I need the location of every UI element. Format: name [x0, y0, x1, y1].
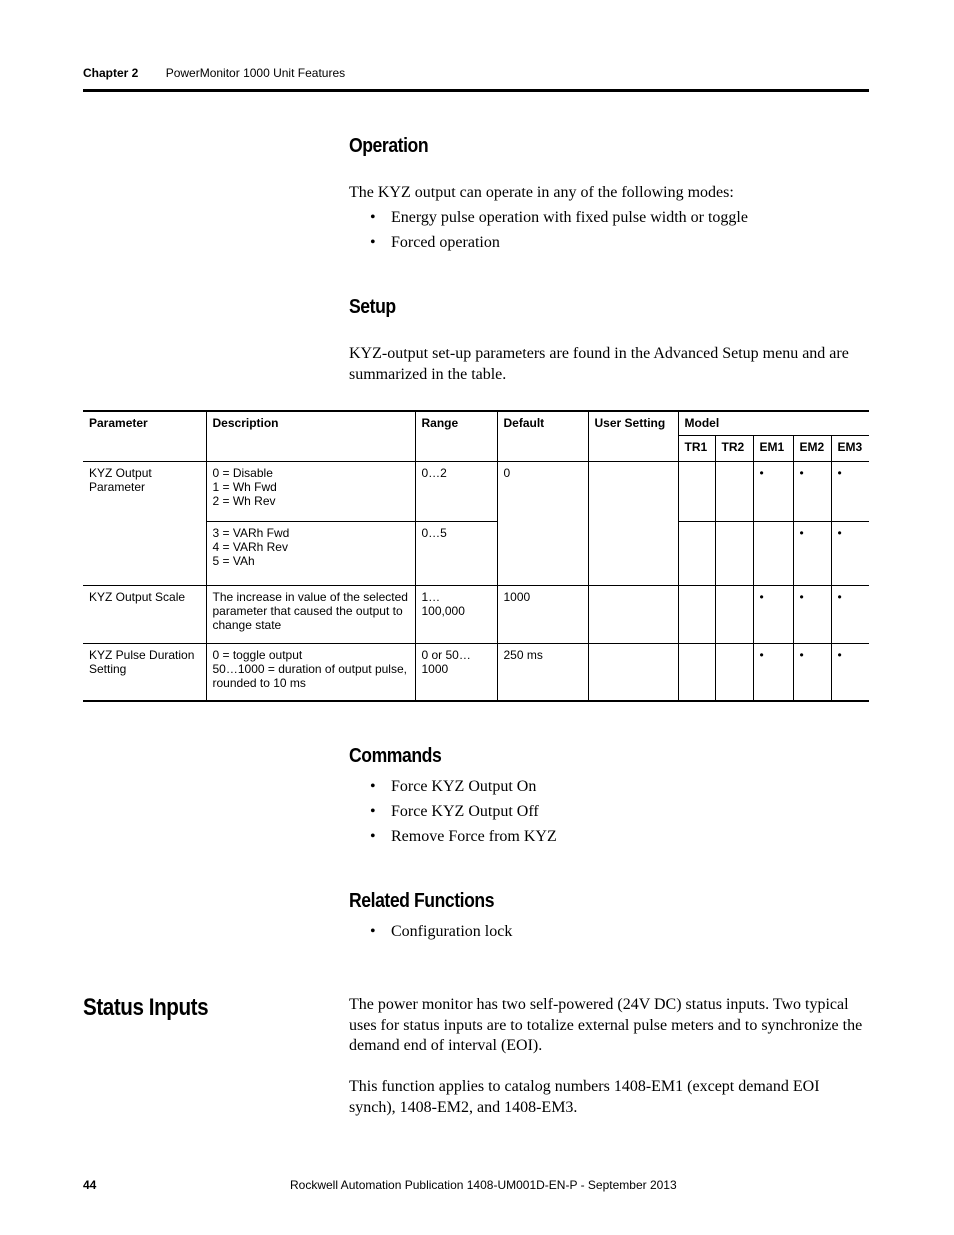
- cell-tr2: [715, 461, 753, 521]
- header-model-tr1: TR1: [678, 435, 715, 461]
- chapter-title: PowerMonitor 1000 Unit Features: [165, 66, 346, 80]
- cell-line: 50…1000 = duration of output pulse,: [212, 661, 407, 676]
- cell-default: [497, 643, 588, 701]
- header-range: Range: [415, 411, 497, 461]
- cell-line: Setting: [89, 661, 127, 676]
- cell-line: 250 ms: [503, 647, 543, 662]
- list-item: • Configuration lock: [370, 922, 512, 947]
- cell-em3: •: [831, 521, 869, 585]
- header-default: Default: [497, 411, 588, 461]
- header-model-tr2: TR2: [715, 435, 753, 461]
- cell-line: 0…2: [421, 465, 447, 480]
- commands-heading: Commands: [349, 745, 442, 767]
- cell-user-setting: [588, 643, 678, 701]
- cell-line: Parameter: [89, 479, 146, 494]
- header-model-em3: EM3: [831, 435, 869, 461]
- header-model: Model: [678, 411, 869, 435]
- cell-line: rounded to 10 ms: [212, 675, 306, 690]
- table-row: [83, 461, 869, 521]
- cell-parameter: [83, 643, 206, 701]
- related-functions-bullets: [370, 922, 512, 947]
- cell-em1: •: [753, 643, 793, 701]
- cell-line: KYZ Output Scale: [89, 589, 186, 604]
- cell-em2: •: [793, 643, 831, 701]
- commands-bullets: [370, 777, 557, 852]
- cell-line: change state: [212, 617, 282, 632]
- status-inputs-para-2: This function applies to catalog numbers 1408-EM1 (except demand EOI synch), 1408-EM2, and 1408-EM3.: [349, 1078, 820, 1116]
- cell-description: [206, 643, 415, 701]
- publication-info: Rockwell Automation Publication 1408-UM001D-EN-P - September 2013: [290, 1178, 677, 1192]
- table-row: [83, 585, 869, 643]
- operation-bullets: [370, 208, 748, 258]
- cell-description: [206, 585, 415, 643]
- header-rule: [83, 89, 869, 92]
- page-number: 44: [83, 1178, 97, 1192]
- chapter-label: Chapter 2: [83, 66, 139, 80]
- header-model-em1: EM1: [753, 435, 793, 461]
- cell-line: 0 or 50…: [421, 647, 471, 662]
- cell-line: 0 = Disable: [212, 465, 273, 480]
- cell-line: 1000: [421, 661, 449, 676]
- cell-line: parameter that caused the output to: [212, 603, 403, 618]
- cell-range: [415, 521, 497, 585]
- operation-heading: Operation: [349, 135, 429, 157]
- status-inputs-para-1: The power monitor has two self-powered (24V DC) status inputs. Two typical uses for status inputs are to totalize external pulse meters and to synchronize the demand end of interval (EOI).: [349, 996, 863, 1054]
- header-parameter: Parameter: [83, 411, 206, 461]
- cell-em1: •: [753, 585, 793, 643]
- cell-em3: •: [831, 461, 869, 521]
- list-item: • Energy pulse operation with fixed pulse width or toggle: [370, 208, 748, 233]
- cell-line: 1000: [503, 589, 531, 604]
- setup-heading: Setup: [349, 296, 396, 318]
- cell-tr2: [715, 643, 753, 701]
- status-inputs-heading: Status Inputs: [83, 994, 209, 1021]
- cell-line: 0: [503, 465, 511, 480]
- cell-line: 1 = Wh Fwd: [212, 479, 277, 494]
- cell-line: 100,000: [421, 603, 465, 618]
- cell-description: [206, 461, 415, 521]
- list-item: • Remove Force from KYZ: [370, 827, 557, 852]
- cell-em2: •: [793, 585, 831, 643]
- cell-range: [415, 461, 497, 521]
- cell-line: 5 = VAh: [212, 553, 255, 568]
- kyz-parameter-table: [83, 410, 869, 702]
- cell-default: [497, 461, 588, 585]
- setup-text: KYZ-output set-up parameters are found in the Advanced Setup menu and are summarized in the table.: [349, 345, 849, 383]
- cell-line: 2 = Wh Rev: [212, 493, 276, 508]
- cell-em1: [753, 521, 793, 585]
- header-model-em2: EM2: [793, 435, 831, 461]
- cell-parameter: [83, 585, 206, 643]
- cell-em3: •: [831, 643, 869, 701]
- cell-line: KYZ Pulse Duration: [89, 647, 195, 662]
- cell-line: The increase in value of the selected: [212, 589, 408, 604]
- cell-line: KYZ Output: [89, 465, 152, 480]
- list-item: • Forced operation: [370, 233, 748, 258]
- list-item: • Force KYZ Output Off: [370, 802, 557, 827]
- cell-user-setting: [588, 461, 678, 585]
- cell-tr2: [715, 521, 753, 585]
- cell-em3: •: [831, 585, 869, 643]
- cell-parameter: [83, 461, 206, 585]
- cell-em1: •: [753, 461, 793, 521]
- cell-default: [497, 585, 588, 643]
- cell-range: [415, 585, 497, 643]
- cell-tr2: [715, 585, 753, 643]
- header-user-setting: User Setting: [588, 411, 678, 461]
- list-item: • Force KYZ Output On: [370, 777, 557, 802]
- running-header: [83, 66, 345, 80]
- cell-line: 1…: [421, 589, 441, 604]
- cell-user-setting: [588, 585, 678, 643]
- cell-line: 0…5: [421, 525, 447, 540]
- operation-intro: The KYZ output can operate in any of the following modes:: [349, 184, 734, 201]
- table-row: [83, 643, 869, 701]
- cell-tr1: [678, 643, 715, 701]
- cell-line: 0 = toggle output: [212, 647, 303, 662]
- related-functions-heading: Related Functions: [349, 890, 495, 912]
- cell-tr1: [678, 461, 715, 521]
- cell-line: 3 = VARh Fwd: [212, 525, 290, 540]
- cell-tr1: [678, 521, 715, 585]
- cell-em2: •: [793, 461, 831, 521]
- header-description: Description: [206, 411, 415, 461]
- cell-line: 4 = VARh Rev: [212, 539, 288, 554]
- cell-range: [415, 643, 497, 701]
- cell-em2: •: [793, 521, 831, 585]
- cell-tr1: [678, 585, 715, 643]
- cell-description: [206, 521, 415, 585]
